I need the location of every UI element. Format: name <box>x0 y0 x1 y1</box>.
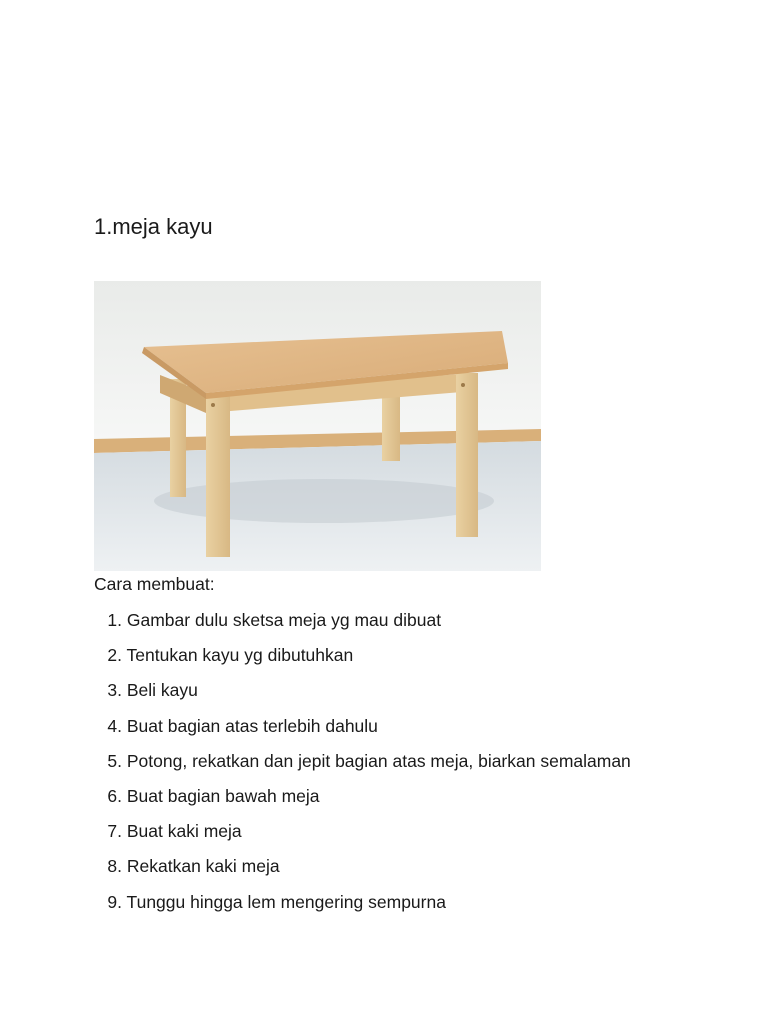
step-text: Buat bagian atas terlebih dahulu <box>126 715 378 736</box>
list-item <box>94 817 734 852</box>
wooden-table-photo <box>94 281 541 571</box>
list-item <box>94 747 734 782</box>
step-number: 6. <box>107 785 122 806</box>
step-number: 9. <box>107 891 122 912</box>
table-leg-front-right <box>456 373 478 537</box>
step-number: 1. <box>107 610 122 630</box>
table-leg-front-left <box>206 393 230 557</box>
list-item <box>94 852 734 887</box>
list-item <box>94 676 734 711</box>
list-item <box>94 641 734 676</box>
page-heading: 1.meja kayu <box>94 214 213 239</box>
step-text: Buat bagian bawah meja <box>126 785 320 806</box>
step-text: Buat kaki meja <box>126 821 242 842</box>
step-text: Gambar dulu sketsa meja yg mau dibuat <box>126 610 442 630</box>
step-number: 8. <box>107 856 122 877</box>
step-number: 7. <box>107 821 122 842</box>
step-text: Beli kayu <box>126 680 198 701</box>
list-item <box>94 782 734 817</box>
list-item <box>94 888 734 923</box>
step-text: Rekatkan kaki meja <box>126 856 280 877</box>
step-number: 2. <box>107 645 122 666</box>
step-number: 3. <box>107 680 122 701</box>
steps-list <box>94 606 734 923</box>
step-number: 4. <box>107 715 122 736</box>
instructions-intro: Cara membuat: <box>94 574 215 594</box>
step-text: Tentukan kayu yg dibutuhkan <box>126 645 354 666</box>
list-item <box>94 712 734 747</box>
step-text: Tunggu hingga lem mengering sempurna <box>126 891 446 912</box>
step-text: Potong, rekatkan dan jepit bagian atas meja, biarkan semalaman <box>126 750 631 771</box>
step-number: 5. <box>107 750 122 771</box>
list-item <box>94 606 734 641</box>
